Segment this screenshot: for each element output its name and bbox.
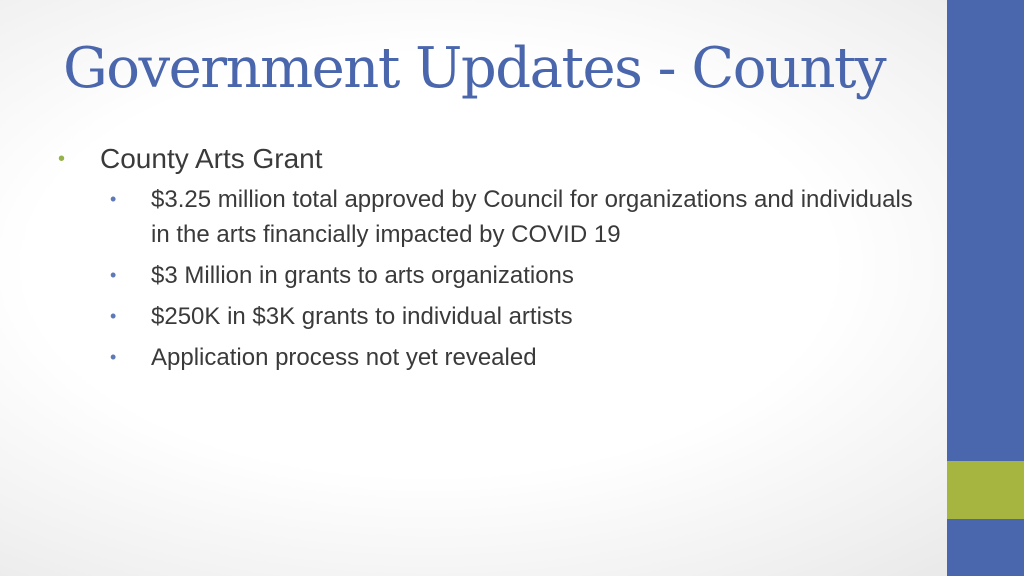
sidebar-accent-block [947,461,1024,519]
bullet-dot-icon: • [58,148,66,170]
sub-bullet-text: $250K in $3K grants to individual artists [151,303,573,330]
sub-bullet-text: $3.25 million total approved by Council for organizations and individuals in the arts financially impacted by COVID 19 [151,186,913,248]
slide-title: Government Updates - County [63,36,886,101]
sub-bullet-item [58,182,918,252]
sub-bullet-dot-icon: • [110,306,117,326]
sub-bullet-text: $3 Million in grants to arts organizations [151,262,574,289]
sub-bullet-text: Application process not yet revealed [151,344,537,371]
bullet-text: County Arts Grant [100,143,323,174]
sidebar-decoration [947,0,1024,576]
sub-bullet-dot-icon: • [110,189,117,209]
sub-bullet-item [58,299,918,334]
sub-bullet-dot-icon: • [110,265,117,285]
bullet-list [58,140,918,381]
sub-bullet-item [58,258,918,293]
sub-bullet-list [58,182,918,375]
bullet-item-county-arts-grant [58,140,918,178]
sub-bullet-item [58,340,918,375]
sub-bullet-dot-icon: • [110,347,117,367]
